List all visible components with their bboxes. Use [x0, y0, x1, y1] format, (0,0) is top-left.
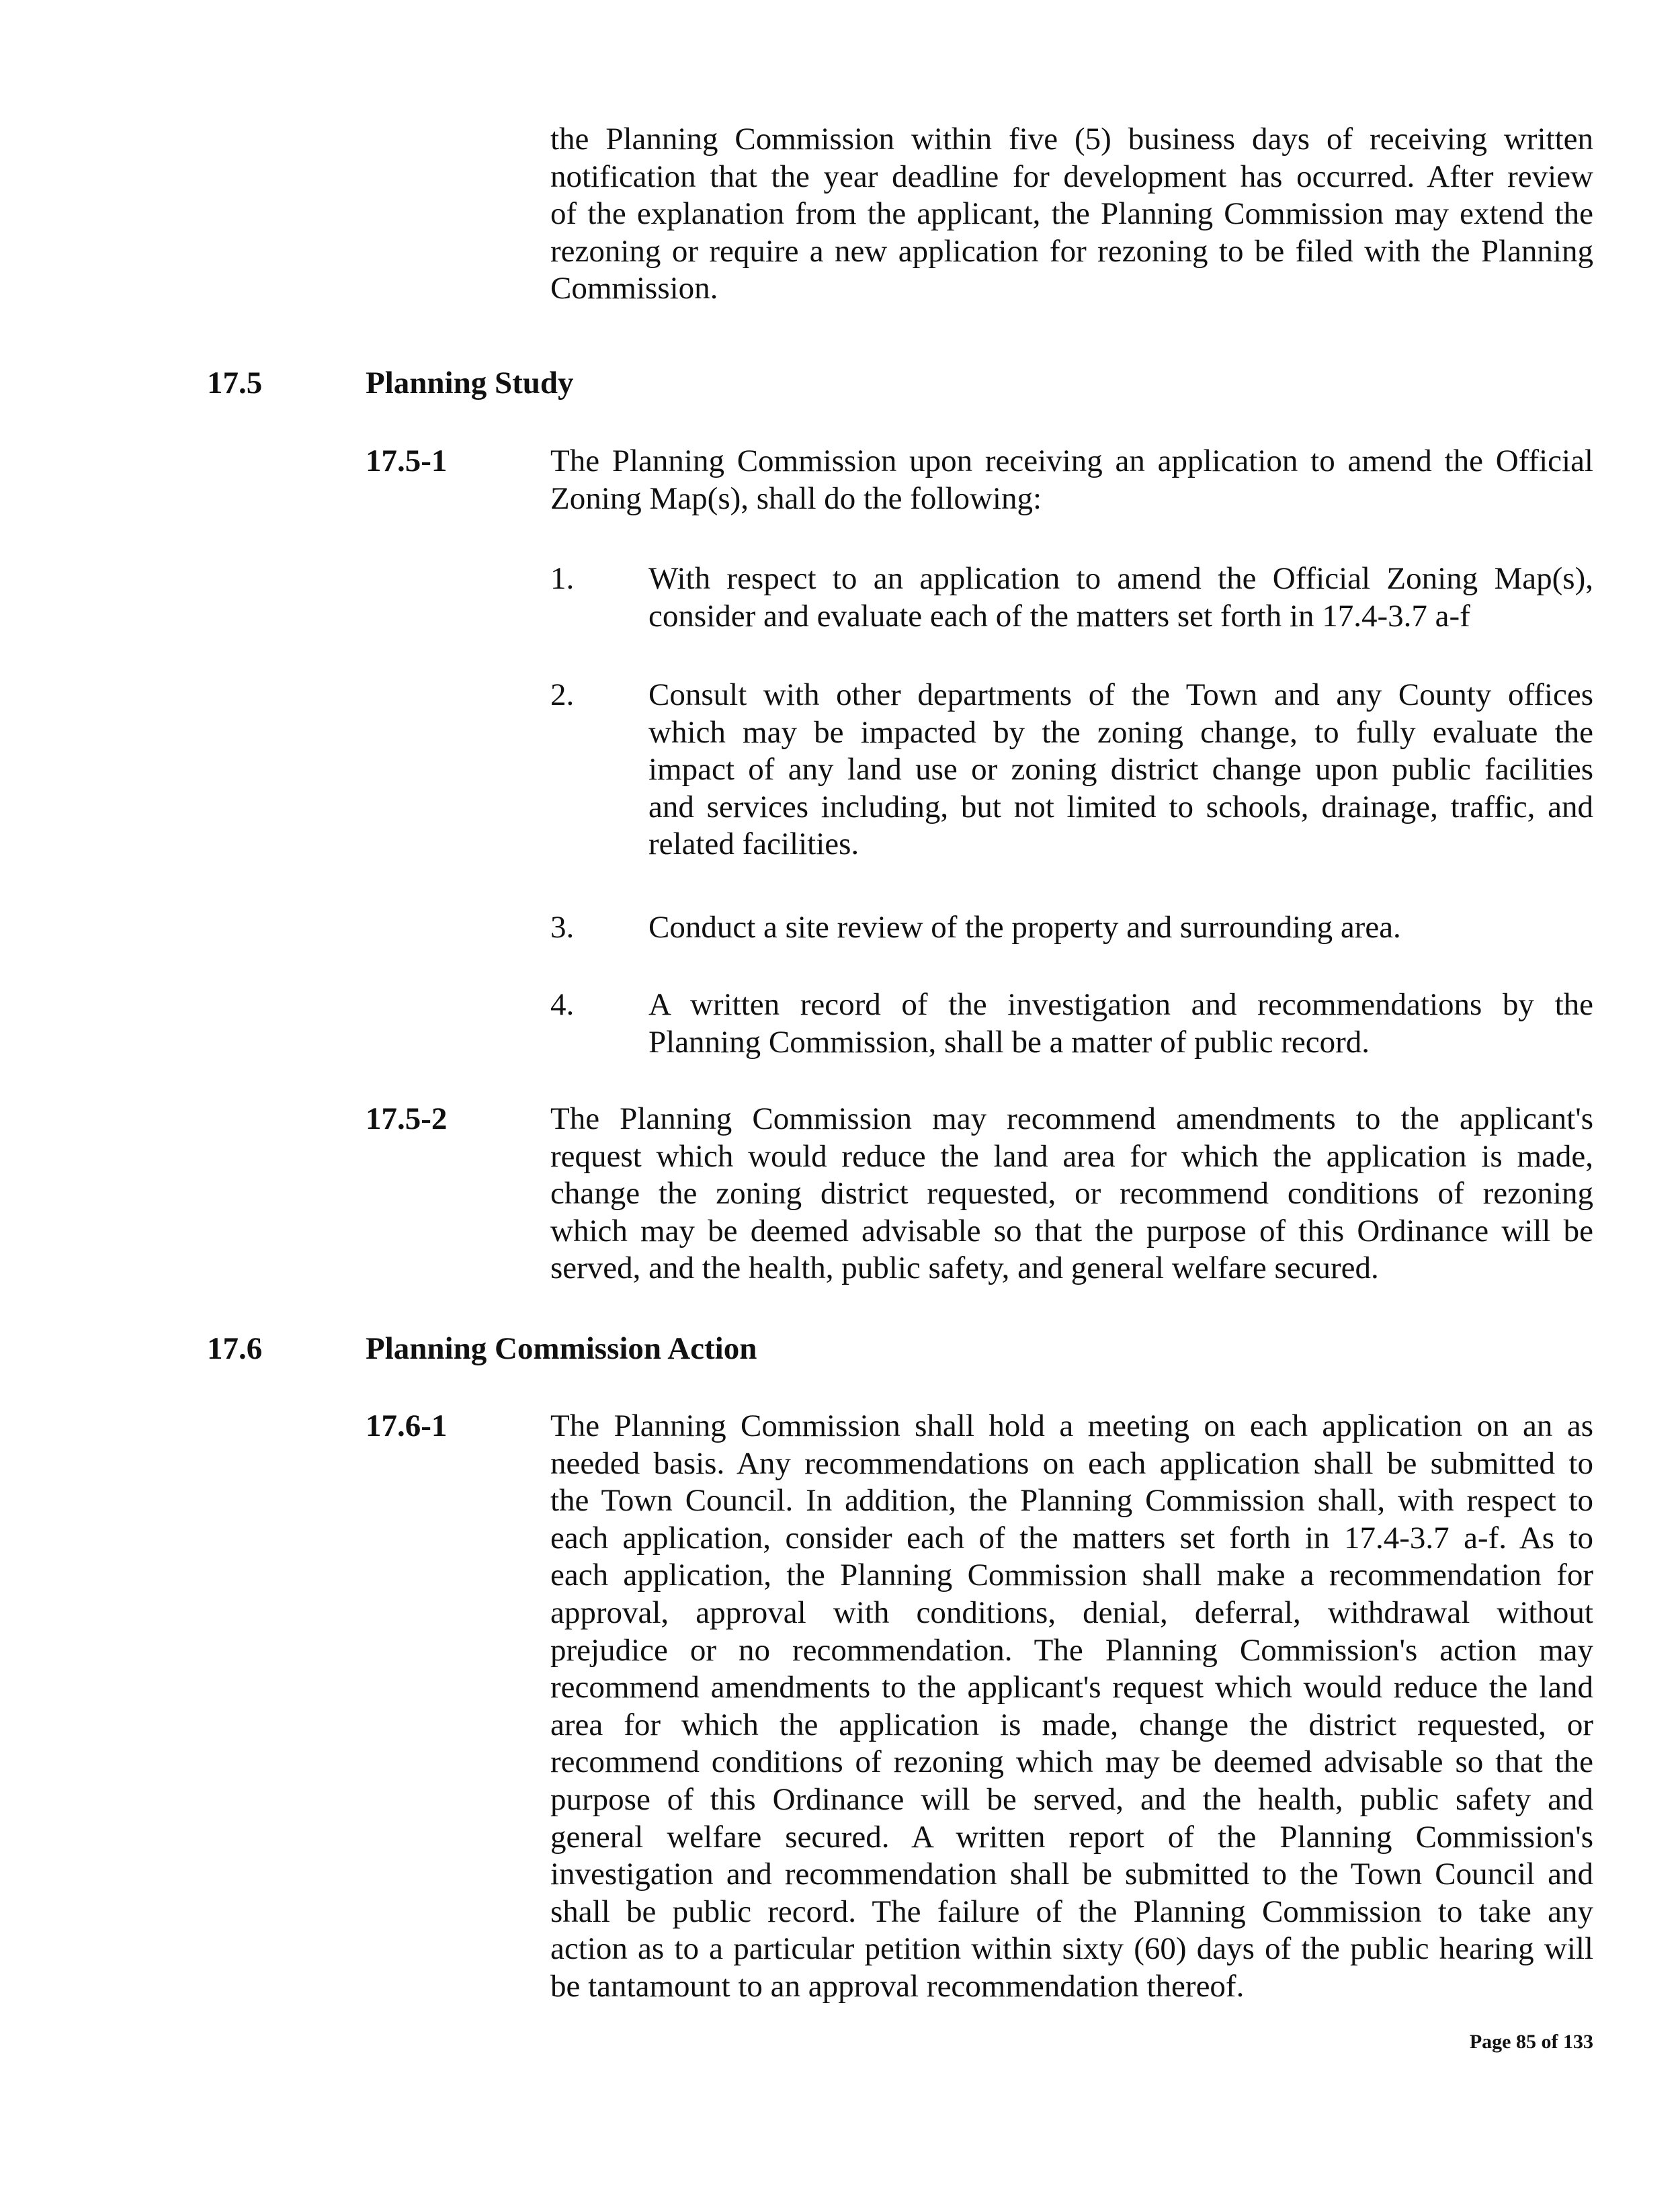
text-line: be tantamount to an approval recommendation thereof.: [550, 1968, 1245, 2004]
text-line: each application, the Planning Commission shall make a recommendation for: [550, 1558, 1593, 1593]
text-line: related facilities.: [648, 827, 859, 862]
text-line: action as to a particular petition within sixty (60) days of the public hearing will: [550, 1931, 1593, 1967]
section-number-17-6: 17.6: [207, 1331, 263, 1366]
text-line: rezoning or require a new application for rezoning to be filed with the Planning: [550, 233, 1593, 269]
text-line: recommend amendments to the applicant's request which would reduce the land: [550, 1670, 1593, 1705]
text-line: of the explanation from the applicant, the Planning Commission may extend the: [550, 196, 1593, 232]
text-line: each application, consider each of the matters set forth in 17.4-3.7 a-f. As to: [550, 1520, 1593, 1556]
text-line: the Town Council. In addition, the Planning Commission shall, with respect to: [550, 1483, 1593, 1519]
text-line: A written record of the investigation and recommendations by the: [648, 987, 1593, 1022]
text-line: The Planning Commission upon receiving an application to amend the Official: [550, 443, 1593, 478]
text-line: shall be public record. The failure of the Planning Commission to take any: [550, 1894, 1593, 1929]
subsection-number-17-6-1: 17.6-1: [366, 1408, 448, 1443]
text-line: and services including, but not limited to schools, drainage, traffic, and: [648, 789, 1593, 824]
text-line: general welfare secured. A written report of the Planning Commission's: [550, 1819, 1593, 1855]
text-line: request which would reduce the land area for which the application is made,: [550, 1138, 1593, 1174]
text-line: area for which the application is made, change the district requested, or: [550, 1707, 1593, 1742]
text-line: Conduct a site review of the property and surrounding area.: [648, 910, 1401, 945]
text-line: consider and evaluate each of the matters set forth in 17.4-3.7 a-f: [648, 598, 1470, 634]
text-line: approval, approval with conditions, denial, deferral, withdrawal without: [550, 1595, 1593, 1630]
text-line: impact of any land use or zoning district change upon public facilities: [648, 752, 1593, 788]
text-line: The Planning Commission shall hold a meeting on each application on an as: [550, 1408, 1593, 1443]
list-item-text: [648, 909, 1593, 947]
text-line: recommend conditions of rezoning which may be deemed advisable so that the: [550, 1744, 1593, 1780]
section-number-17-5: 17.5: [207, 366, 263, 400]
text-line: served, and the health, public safety, and general welfare secured.: [550, 1251, 1379, 1286]
text-line: which may be deemed advisable so that the purpose of this Ordinance will be: [550, 1213, 1593, 1248]
list-item-label: 4.: [550, 987, 575, 1022]
list-item-label: 3.: [550, 910, 575, 945]
text-line: needed basis. Any recommendations on each application shall be submitted to: [550, 1445, 1593, 1481]
text-line: Consult with other departments of the Town and any County offices: [648, 677, 1593, 712]
list-item-text: [648, 986, 1593, 1061]
text-line: notification that the year deadline for development has occurred. After review: [550, 159, 1593, 194]
list-item-label: 1.: [550, 561, 575, 596]
intro-paragraph: [550, 121, 1593, 308]
text-line: Zoning Map(s), shall do the following:: [550, 480, 1042, 516]
page-number: Page 85 of 133: [1469, 2031, 1593, 2053]
text-line: Planning Commission, shall be a matter of public record.: [648, 1024, 1370, 1060]
subsection-17-5-1-text: [550, 443, 1593, 517]
text-line: The Planning Commission may recommend amendments to the applicant's: [550, 1101, 1593, 1136]
list-item-label: 2.: [550, 677, 575, 712]
text-line: purpose of this Ordinance will be served, and the health, public safety and: [550, 1781, 1593, 1817]
text-line: which may be impacted by the zoning change, to fully evaluate the: [648, 714, 1593, 750]
text-line: Commission.: [550, 271, 718, 306]
subsection-number-17-5-1: 17.5-1: [366, 443, 448, 478]
text-line: the Planning Commission within five (5) business days of receiving written: [550, 122, 1593, 157]
list-item-text: [648, 560, 1593, 635]
text-line: With respect to an application to amend the Official Zoning Map(s),: [648, 561, 1593, 596]
section-title-planning-study: Planning Study: [366, 366, 574, 400]
text-line: prejudice or no recommendation. The Planning Commission's action may: [550, 1632, 1593, 1668]
subsection-17-5-2-text: [550, 1101, 1593, 1287]
section-title-planning-commission-action: Planning Commission Action: [366, 1331, 757, 1366]
text-line: change the zoning district requested, or recommend conditions of rezoning: [550, 1176, 1593, 1212]
subsection-17-6-1-text: [550, 1408, 1593, 2006]
text-line: investigation and recommendation shall be submitted to the Town Council and: [550, 1857, 1593, 1892]
list-item-text: [648, 677, 1593, 863]
subsection-number-17-5-2: 17.5-2: [366, 1101, 448, 1136]
